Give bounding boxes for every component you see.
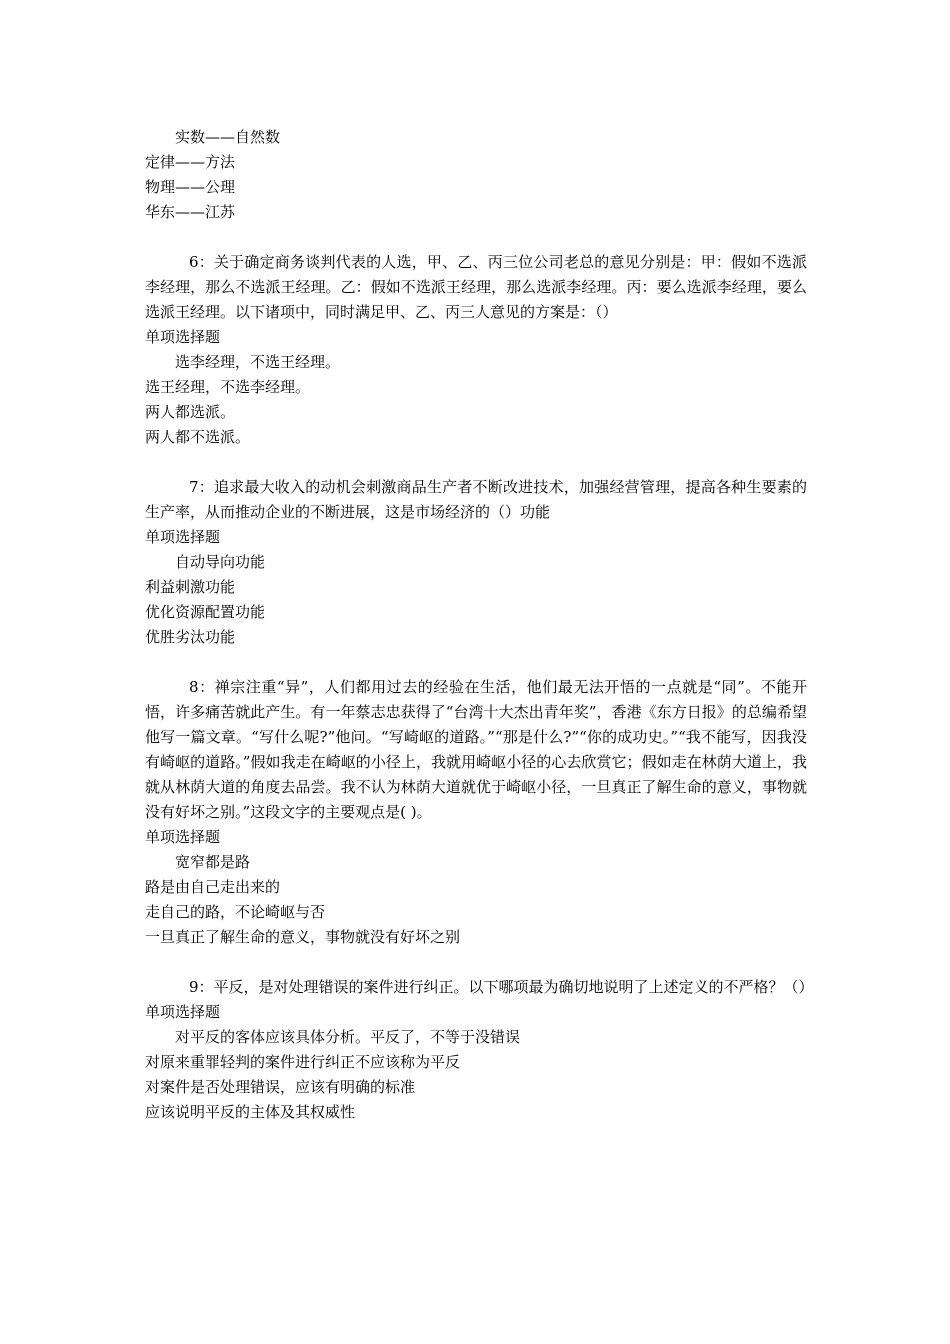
question-text: 8：禅宗注重“异”，人们都用过去的经验在生活，他们最无法开悟的一点就是“同”。不能开悟，许多痛苦就此产生。有一年蔡志忠获得了“台湾十大杰出青年奖”，香港《东方日报》的总编希望他写一篇文章。“写什么呢?”他问。“写崎岖的道路。”“那是什么?”“你的成功史。”“我不能写，因我没有崎岖的道路。”假如我走在崎岖的小径上，我就用崎岖小径的心去欣赏它；假如走在林荫大道上，我就从林荫大道的角度去品尝。我不认为林荫大道就优于崎岖小径，一旦真正了解生命的意义，事物就没有好坏之别。”这段文字的主要观点是( )。 [145,678,807,821]
question-type: 单项选择题 [145,528,221,546]
question-text: 7：追求最大收入的动机会刺激商品生产者不断改进技术，加强经营管理，提高各种生要素的生产率，从而推动企业的不断进展，这是市场经济的（）功能 [145,478,807,521]
option-line: 两人都选派。 [145,403,236,421]
option-line: 走自己的路，不论崎岖与否 [145,903,326,921]
option-line: 对平反的客体应该具体分析。平反了，不等于没错误 [175,1028,521,1046]
question-text: 9：平反，是对处理错误的案件进行纠正。以下哪项最为确切地说明了上述定义的不严格？（） [189,978,814,996]
question-text: 6：关于确定商务谈判代表的人选，甲、乙、丙三位公司老总的意见分别是：甲：假如不选派李经理，那么不选派王经理。乙：假如不选派王经理，那么选派李经理。丙：要么选派李经理，要么选派王经理。以下诸项中，同时满足甲、乙、丙三人意见的方案是：（） [145,253,807,321]
option-line: 优胜劣汰功能 [145,628,236,646]
option-line: 优化资源配置功能 [145,603,266,621]
option-line: 选李经理，不选王经理。 [175,353,341,371]
question-6 [145,250,807,450]
option-line: 实数——自然数 [175,128,281,146]
option-line: 华东——江苏 [145,203,236,221]
option-line: 一旦真正了解生命的意义，事物就没有好坏之别 [145,928,461,946]
option-line: 宽窄都是路 [175,853,251,871]
question-9 [145,975,814,1125]
previous-question-options [145,125,807,225]
question-type: 单项选择题 [145,828,221,846]
question-7 [145,475,807,650]
option-line: 对原来重罪轻判的案件进行纠正不应该称为平反 [145,1053,461,1071]
option-line: 应该说明平反的主体及其权威性 [145,1103,356,1121]
option-line: 两人都不选派。 [145,428,251,446]
option-line: 选王经理，不选李经理。 [145,378,311,396]
option-line: 定律——方法 [145,153,236,171]
option-line: 对案件是否处理错误，应该有明确的标准 [145,1078,416,1096]
question-8 [145,675,807,950]
option-line: 路是由自己走出来的 [145,878,281,896]
option-line: 自动导向功能 [175,553,266,571]
document-content [145,125,814,1125]
question-type: 单项选择题 [145,328,221,346]
option-line: 利益刺激功能 [145,578,236,596]
option-line: 物理——公理 [145,178,236,196]
question-type: 单项选择题 [145,1003,221,1021]
